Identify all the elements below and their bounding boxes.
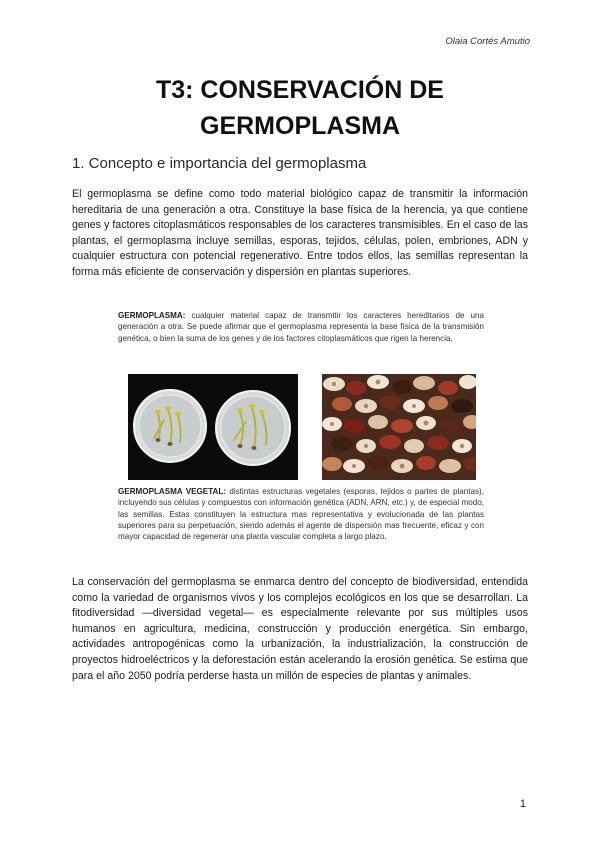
title-line-1: T3: CONSERVACIÓN DE	[155, 76, 444, 104]
definition-term: GERMOPLASMA:	[118, 311, 186, 320]
section-heading: 1. Concepto e importancia del germoplasma	[72, 155, 367, 172]
definition-text: distintas estructuras vegetales (esporas, tejidos o partes de plantas), incluyendo sus células y compuestos con información genética (ADN, ARN, etc.) y, de especial modo, las semillas. Estas constituyen la estructura mas representativa y evolucionada de las plantas superiores para su perpetuación, siendo además el agente de dispersión mas frecuente, eficaz y con mayor capacidad de regenerar una planta vascular completa a largo plazo.	[118, 487, 484, 542]
bean-seeds-photo	[322, 374, 476, 480]
document-title	[0, 72, 600, 144]
definition-germoplasma-vegetal	[118, 486, 484, 542]
body-paragraph-2: La conservación del germoplasma se enmarca dentro del concepto de biodiversidad, entendida como la variedad de organismos vivos y los complejos ecológicos en los que se desarrollan. La fitodiversidad —diversidad vegetal— es especialmente relevante por sus múltiples usos humanos en agricultura, medicina, construcción y producción energética. Sin embargo, actividades antropogénicas como la urbanización, la industrialización, la construcción de proyectos hidroeléctricos y la deforestación están acelerando la erosión genética. Se estima que para el año 2050 podría perderse hasta un millón de especies de plantas y animales.	[72, 576, 528, 682]
body-paragraph-1: El germoplasma se define como todo material biológico capaz de transmitir la información hereditaria de una generación a otra. Constituye la base física de la herencia, ya que contiene genes y factores citoplasmáticos responsables de los caracteres transmisibles. En el caso de las plantas, el germoplasma incluye semillas, esporas, tejidos, células, polen, embriones, ADN y cualquier estructura con potencial regenerativo. Entre todos ellos, las semillas representan la forma más eficiente de conservación y dispersión en plantas superiores.	[72, 188, 528, 278]
page-number: 1	[519, 798, 526, 810]
author-header: Olaia Cortés Amutio	[445, 36, 530, 47]
definition-germoplasma	[118, 310, 484, 344]
petri-dishes-photo	[128, 374, 298, 480]
title-line-2: GERMOPLASMA	[200, 112, 400, 140]
definitions-figure	[118, 310, 484, 550]
definition-text: cualquier material capaz de transmitir los caracteres hereditarios de una generación a otra. Se puede afirmar que el germoplasma representa la base física de la transmisión genética, o bien la suma de los genes y de los factores citoplasmáticos que rigen la herencia.	[118, 311, 484, 343]
definition-term: GERMOPLASMA VEGETAL:	[118, 487, 227, 496]
